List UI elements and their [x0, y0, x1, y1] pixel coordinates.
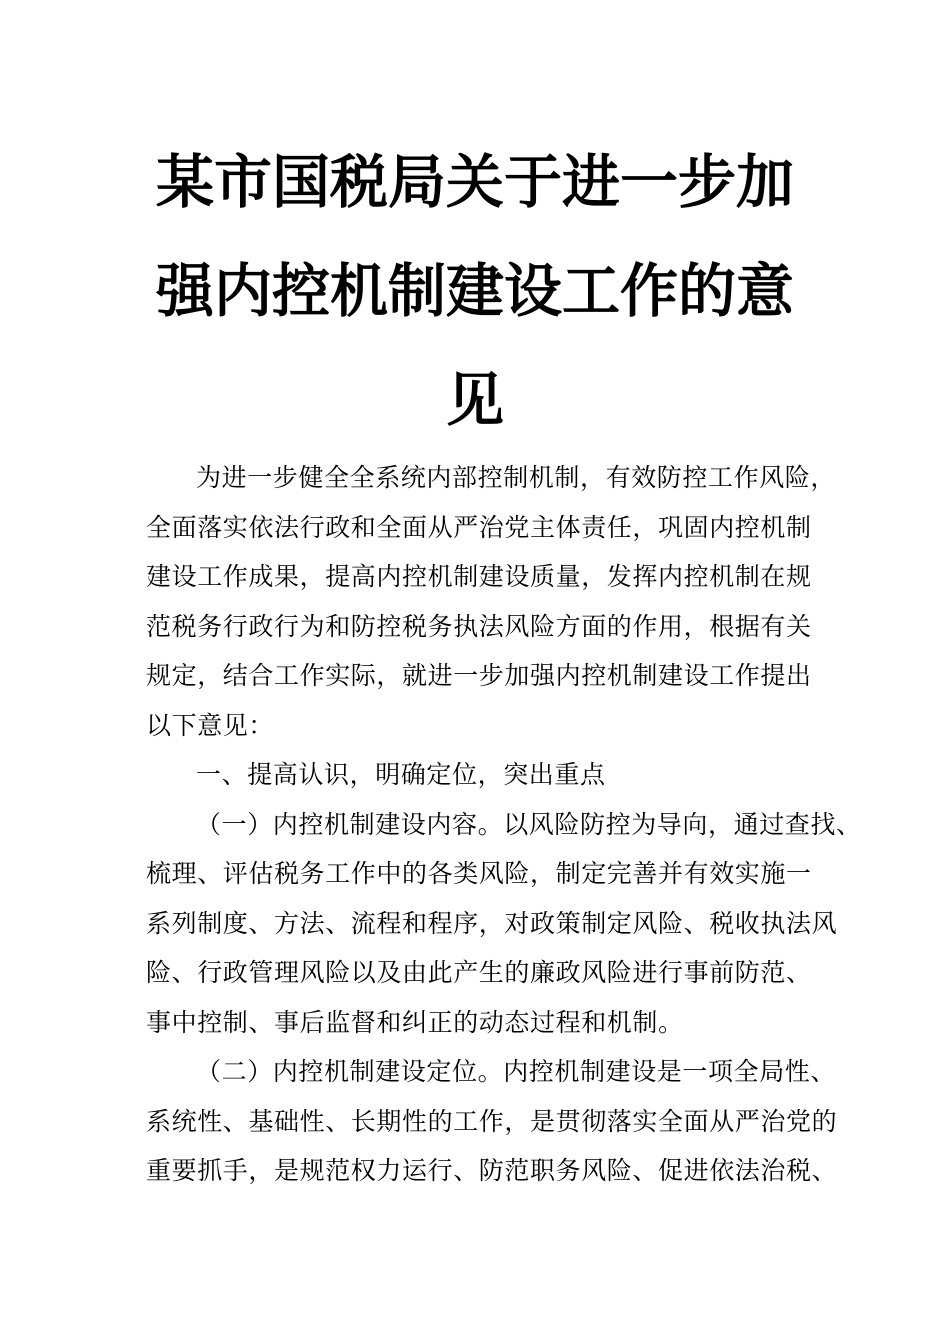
document-title: [120, 128, 830, 455]
paragraph-intro: [146, 453, 837, 750]
section-heading-1: [146, 750, 822, 800]
document-body: [146, 453, 862, 1196]
paragraph-1-2: [146, 1047, 838, 1196]
text-line: （一）内控机制建设内容。以风险防控为导向，通过查找、: [196, 809, 862, 839]
text-line: （二）内控机制建设定位。内控机制建设是一项全局性、: [196, 1057, 837, 1086]
text-line: 事中控制、事后监督和纠正的动态过程和机制。: [146, 1007, 684, 1037]
text-line: 为进一步健全全系统内部控制机制，有效防控工作风险，: [196, 463, 837, 492]
text-line: 规定，结合工作实际，就进一步加强内控机制建设工作提出: [146, 661, 812, 690]
section-heading-text: 一、提高认识，明确定位，突出重点: [196, 760, 606, 789]
title-line-2: 强内控机制建设工作的意: [155, 257, 794, 325]
title-line-1: 某市国税局关于进一步加: [155, 148, 794, 216]
text-line: 险、行政管理风险以及由此产生的廉政风险进行事前防范、: [146, 958, 812, 987]
text-line: 系统性、基础性、长期性的工作，是贯彻落实全面从严治党的: [146, 1106, 838, 1136]
title-line-3: 见: [445, 366, 504, 434]
text-line: 重要抓手，是规范权力运行、防范职务风险、促进依法治税、: [146, 1156, 838, 1185]
paragraph-1-1: [146, 800, 862, 1048]
text-line: 系列制度、方法、流程和程序，对政策制定风险、税收执法风: [146, 908, 838, 938]
text-line: 梳理、评估税务工作中的各类风险，制定完善并有效实施一: [146, 859, 812, 888]
text-line: 以下意见：: [146, 710, 275, 740]
text-line: 建设工作成果，提高内控机制建设质量，发挥内控机制在规: [146, 562, 812, 591]
text-line: 全面落实依法行政和全面从严治党主体责任，巩固内控机制: [146, 512, 812, 542]
text-line: 范税务行政行为和防控税务执法风险方面的作用，根据有关: [146, 611, 812, 641]
